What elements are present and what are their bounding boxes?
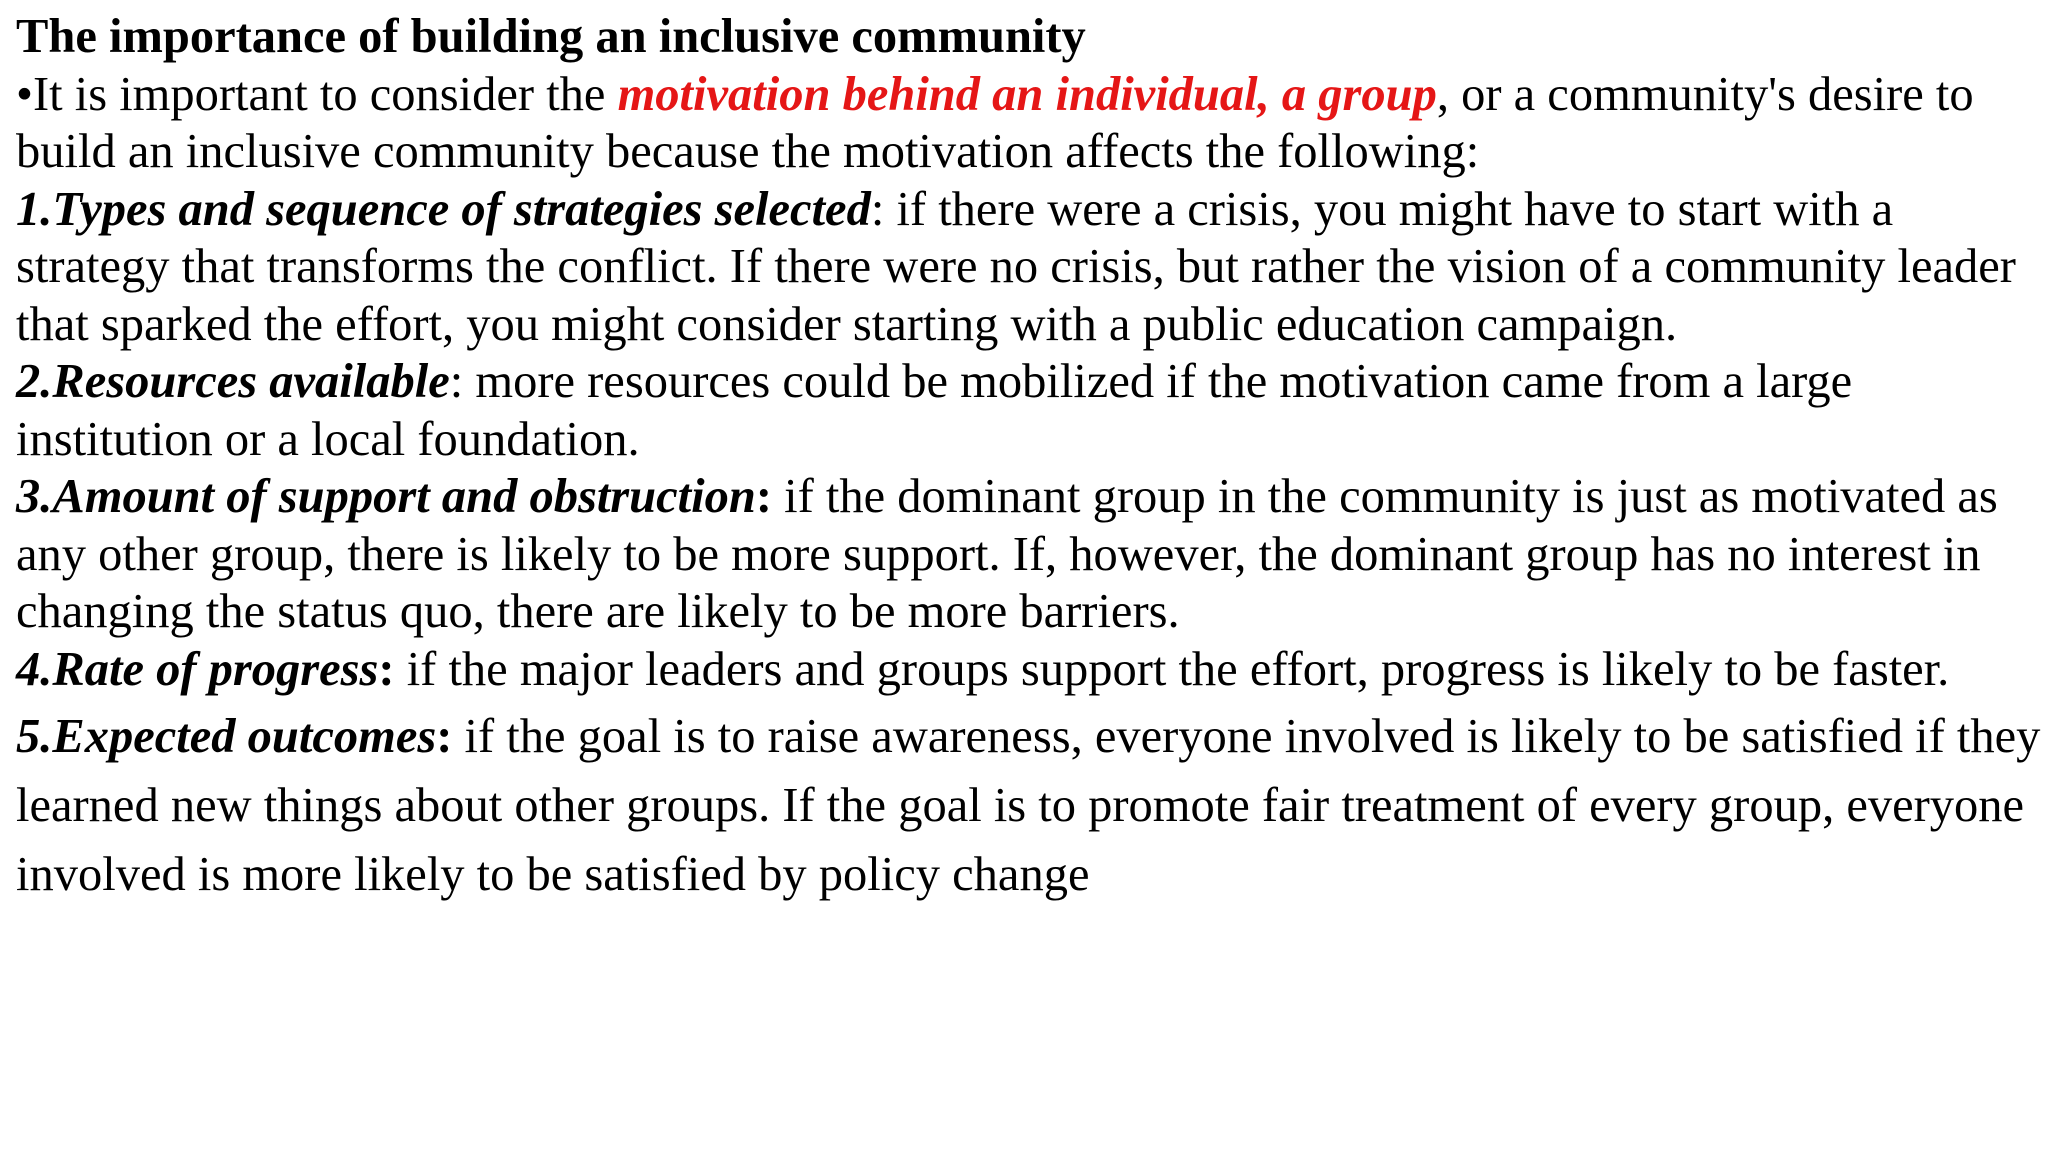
intro-highlight: motivation behind an individual, a group <box>617 67 1437 121</box>
list-item-4 <box>16 641 2046 699</box>
list-item-2 <box>16 353 2046 468</box>
slide-content <box>16 8 2046 909</box>
item-term: 5.Expected outcomes <box>16 710 437 763</box>
item-term: 4.Rate of progress <box>16 642 379 696</box>
item-term: 1.Types and sequence of strategies selected <box>16 182 871 236</box>
intro-text-after: , or a community's desire to build an inclusive community because the motivation affects the following: <box>16 67 1974 178</box>
item-colon: : <box>755 470 772 523</box>
item-colon: : <box>870 182 885 236</box>
item-text: if the goal is to raise awareness, everyone involved is likely to be satisfied if they learned new things about other groups. If the goal is to promote fair treatment of every group, everyone involved is more likely to be satisfied by policy change <box>16 710 2041 901</box>
list-item-5 <box>16 702 2046 909</box>
list-item-3 <box>16 468 2046 641</box>
item-colon: : <box>378 642 395 696</box>
item-text: more resources could be mobilized if the motivation came from a large institution or a local foundation. <box>16 355 1853 466</box>
intro-paragraph <box>16 66 2046 181</box>
item-colon: : <box>449 355 464 408</box>
bullet-marker: • <box>16 67 33 121</box>
list-item-1 <box>16 181 2046 354</box>
item-text: if the major leaders and groups support the effort, progress is likely to be faster. <box>394 642 1950 696</box>
item-colon: : <box>436 710 453 763</box>
item-term: 2.Resources available <box>16 355 450 408</box>
item-text: if there were a crisis, you might have to start with a strategy that transforms the conflict. If there were no crisis, but rather the vision of a community leader that sparked the effort, you might consider starting with a public education campaign. <box>16 182 2016 351</box>
item-text: if the dominant group in the community is just as motivated as any other group, there is likely to be more support. If, however, the dominant group has no interest in changing the status quo, there are likely to be more barriers. <box>16 470 1998 638</box>
intro-text-before: It is important to consider the <box>32 67 618 121</box>
item-term: 3.Amount of support and obstruction <box>16 470 756 523</box>
slide-title: The importance of building an inclusive community <box>16 10 1086 63</box>
